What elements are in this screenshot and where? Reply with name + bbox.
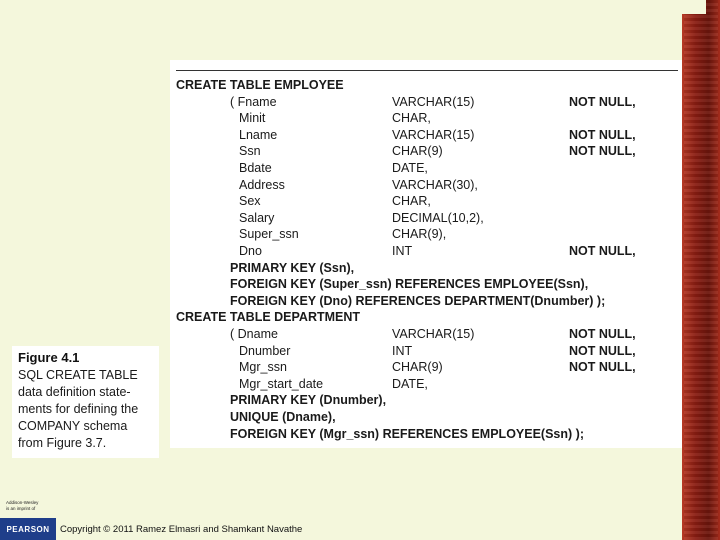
sql-line	[170, 392, 682, 408]
sql-line-column-name: FOREIGN KEY (Dno) REFERENCES DEPARTMENT(Dnumber) );	[230, 293, 606, 308]
sql-line-column-name: UNIQUE (Dname),	[230, 410, 336, 424]
sql-line	[170, 343, 682, 359]
sql-line	[170, 77, 682, 93]
sql-line-data-type: DECIMAL(10,2),	[392, 210, 484, 225]
sql-line-column-name: Dno	[239, 244, 262, 258]
sql-line-column-name: Ssn	[239, 144, 261, 159]
sql-line-column-name: ( Dname	[230, 327, 278, 341]
sql-line-column-name: Dnumber	[239, 343, 291, 358]
caption-line: from Figure 3.7.	[18, 436, 107, 450]
sql-line-column-name: FOREIGN KEY (Mgr_ssn) REFERENCES EMPLOYEE(Ssn) );	[230, 426, 584, 441]
sql-line-data-type: CHAR,	[392, 111, 431, 126]
publisher-imprint-text: is an imprint of	[6, 506, 36, 511]
sql-line-column-name: Bdate	[239, 161, 272, 175]
sql-line	[170, 260, 682, 276]
caption-line: data definition state-	[18, 385, 131, 399]
caption-title: Figure 4.1	[18, 350, 80, 365]
sql-line-data-type: DATE,	[392, 161, 428, 175]
sql-line-column-name: Lname	[239, 127, 278, 142]
sql-line	[170, 326, 682, 342]
sql-line	[170, 359, 682, 375]
sql-line-constraint: NOT NULL,	[569, 327, 636, 341]
sql-line	[170, 409, 682, 425]
sql-line	[170, 94, 682, 110]
sql-line	[170, 309, 682, 325]
sql-line-data-type: INT	[392, 244, 413, 258]
sql-line-constraint: NOT NULL,	[569, 244, 636, 258]
pearson-logo: PEARSON	[0, 518, 56, 540]
copyright-notice: Copyright © 2011 Ramez Elmasri and Shamkant Navathe	[60, 524, 303, 535]
sql-line-column-name: Minit	[239, 111, 266, 126]
sql-line	[170, 110, 682, 126]
sql-line-constraint: NOT NULL,	[569, 94, 636, 109]
figure-caption	[12, 346, 159, 458]
sql-line-data-type: DATE,	[392, 376, 428, 391]
sql-line-column-name: Address	[239, 177, 285, 192]
sql-line-column-name: CREATE TABLE DEPARTMENT	[176, 310, 361, 325]
sql-line-data-type: VARCHAR(15)	[392, 127, 475, 142]
sql-line-column-name: Sex	[239, 194, 261, 209]
sql-line-data-type: VARCHAR(15)	[392, 94, 475, 109]
sql-line	[170, 226, 682, 242]
sql-line-data-type: VARCHAR(30),	[392, 177, 478, 192]
sql-line	[170, 243, 682, 259]
band-fold	[682, 0, 706, 14]
sql-line-data-type: CHAR,	[392, 194, 431, 209]
sql-line	[170, 143, 682, 159]
sql-line	[170, 160, 682, 176]
publisher-name: Addison-Wesley	[6, 500, 39, 505]
sql-line	[170, 127, 682, 143]
sql-line-column-name: CREATE TABLE EMPLOYEE	[176, 78, 344, 92]
sql-line	[170, 376, 682, 392]
sql-line	[170, 276, 682, 292]
sql-line-constraint: NOT NULL,	[569, 343, 636, 358]
sql-line	[170, 210, 682, 226]
sql-line-column-name: Super_ssn	[239, 227, 299, 242]
sql-line-data-type: INT	[392, 343, 413, 358]
sql-line	[170, 193, 682, 209]
sql-line-column-name: PRIMARY KEY (Ssn),	[230, 260, 355, 275]
caption-line: SQL CREATE TABLE	[18, 368, 138, 382]
sql-line-constraint: NOT NULL,	[569, 144, 636, 159]
sql-line-data-type: CHAR(9)	[392, 144, 443, 159]
sql-code-block	[170, 60, 682, 448]
sql-line	[170, 293, 682, 309]
caption-line: COMPANY schema	[18, 419, 128, 433]
sql-line-column-name: FOREIGN KEY (Super_ssn) REFERENCES EMPLOYEE(Ssn),	[230, 277, 589, 292]
decorative-side-band	[682, 0, 720, 540]
sql-line-constraint: NOT NULL,	[569, 127, 636, 142]
sql-line-data-type: CHAR(9)	[392, 360, 443, 375]
sql-line-column-name: Mgr_start_date	[239, 376, 324, 391]
sql-line-column-name: Salary	[239, 210, 275, 225]
sql-line	[170, 426, 682, 442]
sql-line-column-name: ( Fname	[230, 94, 277, 109]
sql-line-data-type: VARCHAR(15)	[392, 327, 475, 341]
sql-line-column-name: Mgr_ssn	[239, 360, 287, 375]
sql-line-data-type: CHAR(9),	[392, 227, 447, 242]
sql-line-column-name: PRIMARY KEY (Dnumber),	[230, 393, 387, 408]
sql-line	[170, 177, 682, 193]
publisher-imprint	[6, 500, 56, 512]
sql-figure-panel	[170, 60, 682, 448]
caption-line: ments for defining the	[18, 402, 139, 416]
sql-line-constraint: NOT NULL,	[569, 360, 636, 375]
